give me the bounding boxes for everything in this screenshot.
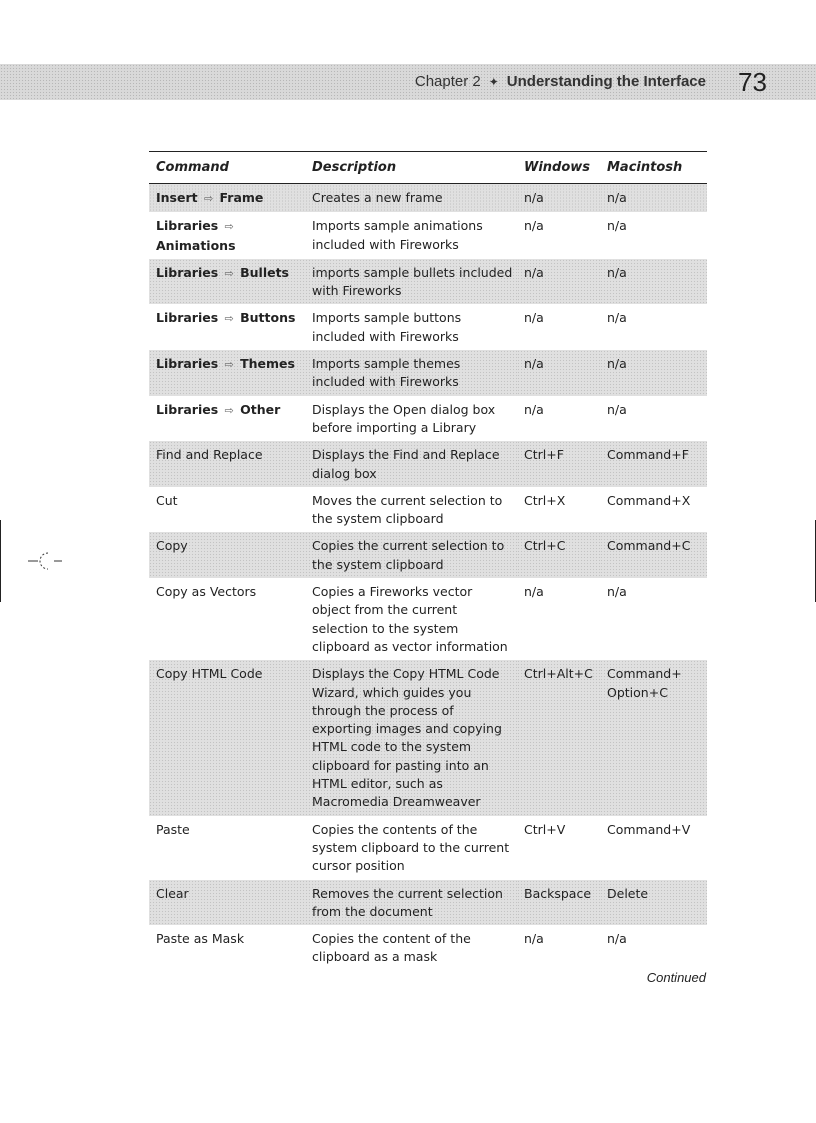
mac-shortcut-cell: n/a	[607, 218, 627, 234]
menu-item: Bullets	[240, 264, 289, 280]
command-cell: Copy HTML Code	[149, 660, 305, 815]
description-cell: Displays the Open dialog box before importing a Library	[312, 401, 496, 435]
table-row	[149, 350, 707, 396]
column-header-windows: Windows	[524, 159, 591, 175]
command-table	[149, 151, 707, 971]
description-cell: Displays the Find and Replace dialog box	[305, 441, 517, 487]
windows-shortcut-cell: Ctrl+C	[517, 532, 600, 578]
mac-shortcut-cell: Command+ Option+C	[600, 660, 707, 815]
description-cell: Creates a new frame	[305, 184, 517, 213]
command-cell	[149, 184, 305, 213]
command-cell: Paste as Mask	[156, 931, 245, 947]
table-row	[149, 578, 707, 660]
column-header-command: Command	[156, 159, 229, 175]
table-row	[149, 487, 707, 533]
table-row	[149, 660, 707, 815]
command-cell: Clear	[149, 880, 305, 926]
table-row	[149, 212, 707, 259]
menu-name: Insert	[156, 190, 198, 205]
windows-shortcut-cell: n/a	[524, 401, 544, 417]
continued-note: Continued	[646, 970, 706, 985]
windows-shortcut-cell: n/a	[524, 310, 544, 326]
windows-shortcut-cell: n/a	[524, 931, 544, 947]
menu-name: Libraries	[156, 356, 219, 372]
mac-shortcut-cell: Delete	[600, 880, 707, 926]
column-header-macintosh: Macintosh	[607, 159, 683, 175]
table-row	[149, 184, 707, 213]
mac-shortcut-cell: n/a	[600, 350, 707, 396]
menu-arrow-icon: ⇨	[224, 220, 234, 234]
windows-shortcut-cell: Backspace	[517, 880, 600, 926]
chapter-label: Chapter 2	[414, 73, 481, 90]
command-cell: Copy	[149, 532, 305, 578]
menu-arrow-icon: ⇨	[224, 312, 234, 326]
command-cell	[149, 304, 305, 350]
menu-name: Libraries	[156, 264, 219, 280]
command-cell	[149, 212, 305, 259]
windows-shortcut-cell: n/a	[524, 218, 544, 234]
running-head	[415, 72, 706, 92]
description-cell: Copies the content of the clipboard as a mask	[312, 931, 471, 965]
table-row	[149, 441, 707, 487]
table-row	[149, 925, 707, 971]
mac-shortcut-cell: Command+F	[600, 441, 707, 487]
mac-shortcut-cell: Command+V	[607, 821, 691, 837]
mac-shortcut-cell: n/a	[607, 931, 627, 947]
description-cell: Imports sample themes included with Fireworks	[305, 350, 517, 396]
description-cell: Imports sample animations included with Fireworks	[312, 218, 483, 252]
command-cell: Find and Replace	[149, 441, 305, 487]
menu-item: Themes	[240, 356, 295, 372]
menu-name: Libraries	[156, 310, 219, 326]
description-cell: Moves the current selection to the system clipboard	[312, 492, 503, 527]
description-cell: Copies the contents of the system clipboard to the current cursor position	[312, 821, 510, 874]
description-cell: Copies the current selection to the system clipboard	[305, 532, 517, 578]
menu-name: Libraries	[156, 218, 219, 234]
column-header-description: Description	[312, 159, 397, 175]
mac-shortcut-cell: n/a	[607, 310, 627, 326]
command-cell: Copy as Vectors	[156, 584, 257, 600]
windows-shortcut-cell: n/a	[517, 184, 600, 213]
mac-shortcut-cell: Command+C	[600, 532, 707, 578]
table-row	[149, 396, 707, 442]
mac-shortcut-cell: n/a	[607, 401, 627, 417]
windows-shortcut-cell: Ctrl+F	[517, 441, 600, 487]
menu-item: Frame	[219, 190, 264, 205]
menu-item: Animations	[156, 237, 236, 253]
mac-shortcut-cell: n/a	[600, 259, 707, 305]
command-cell: Paste	[156, 821, 190, 837]
registration-mark-icon	[26, 548, 66, 574]
windows-shortcut-cell: Ctrl+X	[524, 492, 566, 508]
table-header-row	[149, 152, 707, 184]
menu-arrow-icon: ⇨	[224, 266, 234, 280]
command-cell	[149, 259, 305, 305]
command-cell	[149, 350, 305, 396]
table-row	[149, 259, 707, 305]
menu-name: Libraries	[156, 401, 219, 417]
windows-shortcut-cell: Ctrl+Alt+C	[517, 660, 600, 815]
command-cell: Cut	[156, 492, 178, 508]
table-row	[149, 880, 707, 926]
description-cell: Removes the current selection from the document	[305, 880, 517, 926]
windows-shortcut-cell: n/a	[517, 350, 600, 396]
mac-shortcut-cell: n/a	[600, 184, 707, 213]
menu-arrow-icon: ⇨	[224, 358, 234, 372]
menu-arrow-icon: ⇨	[224, 403, 234, 417]
menu-item: Buttons	[240, 310, 296, 326]
menu-arrow-icon: ⇨	[203, 192, 214, 205]
menu-item: Other	[240, 401, 281, 417]
windows-shortcut-cell: Ctrl+V	[524, 821, 566, 837]
chapter-title: Understanding the Interface	[506, 73, 706, 90]
windows-shortcut-cell: n/a	[524, 584, 544, 600]
page-number: 73	[738, 67, 767, 97]
command-cell	[149, 396, 305, 442]
table-row	[149, 304, 707, 350]
table-row	[149, 532, 707, 578]
mac-shortcut-cell: Command+X	[607, 492, 691, 508]
mac-shortcut-cell: n/a	[607, 584, 627, 600]
windows-shortcut-cell: n/a	[517, 259, 600, 305]
separator-icon: ✦	[488, 75, 499, 89]
description-cell: Imports sample buttons included with Fireworks	[312, 310, 462, 344]
description-cell: Copies a Fireworks vector object from the current selection to the system clipboard as vector information	[312, 584, 508, 654]
crop-mark-left	[0, 520, 1, 602]
table-row	[149, 816, 707, 880]
description-cell: imports sample bullets included with Fireworks	[305, 259, 517, 305]
description-cell: Displays the Copy HTML Code Wizard, which guides you through the process of exporting images and copying HTML code to the system clipboard for pasting into an HTML editor, such as Macromedia Dreamweaver	[305, 660, 517, 815]
